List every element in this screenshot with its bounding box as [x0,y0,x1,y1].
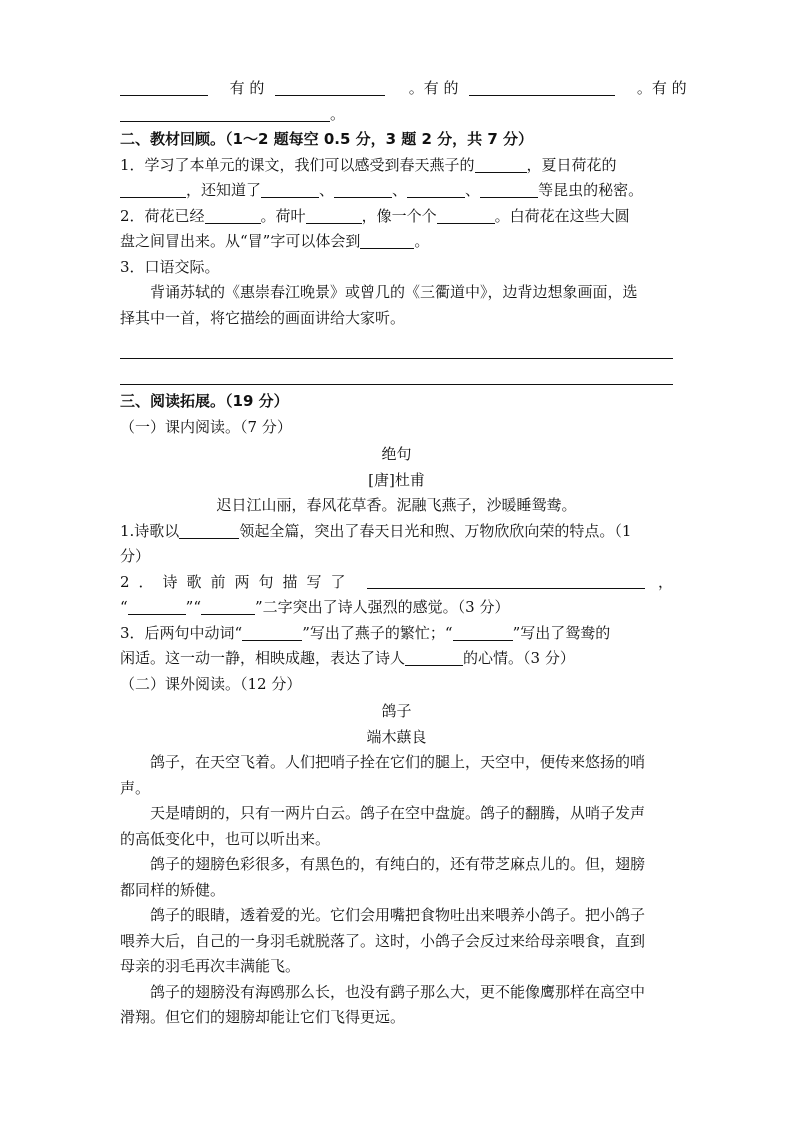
blank[interactable] [201,596,255,615]
essay-line: 的高低变化中，也可以听出来。 [120,829,331,848]
text: 。荷叶 [260,206,306,225]
r1-line-1 [120,519,673,545]
essay-line: 鸽子的翅膀没有海鸥那么长，也没有鹞子那么大，更不能像鹰那样在高空中 [150,982,646,1001]
essay-author: 端木蕻良 [366,727,427,746]
essay-line: 母亲的羽毛再次丰满能飞。 [120,957,301,975]
text: 1．学习了本单元的课文，我们可以感受到春天燕子的 [120,155,475,174]
worksheet-page [120,74,687,1031]
section-2-title: 二、教材回顾。（1～2 题每空 0.5 分，3 题 2 分，共 7 分） [120,130,534,148]
essay-line: 滑翔。但它们的翅膀却能让它们飞得更远。 [120,1008,406,1026]
essay-line: 鸽子的翅膀色彩很多，有黑色的，有纯白的，还有带芝麻点儿的。但，翅膀 [150,855,646,873]
text: ，像一个个 [361,206,437,225]
blank[interactable] [242,622,302,641]
blank[interactable] [261,179,319,198]
text: 盘之间冒出来。从“冒”字可以体会到 [120,232,361,250]
text: ”“ [185,598,202,616]
blank[interactable] [453,622,513,641]
essay-line: 声。 [120,778,151,797]
blank[interactable] [475,154,527,173]
r2-line-1 [120,570,673,596]
q1-line-2 [120,178,673,204]
q3-body-line-1: 背诵苏轼的《惠崇春江晚景》或曾几的《三衢道中》，边背边想象画面，选 [150,283,638,301]
r3-line-1 [120,621,673,647]
top-fill-row [120,76,687,102]
essay-line: 鸽子的眼睛，透着爱的光。它们会用嘴把食物吐出来喂养小鸽子。把小鸽子 [150,906,646,924]
blank[interactable] [469,77,615,96]
essay-line: 天是晴朗的，只有一两片白云。鸽子在空中盘旋。鸽子的翻腾，从哨子发声 [150,804,646,822]
text: 闲适。这一动一静，相映成趣，表达了诗人 [120,649,406,667]
blank[interactable] [205,205,261,224]
text: 。有 的 [636,79,687,97]
q1-line-1 [120,153,673,179]
text: 。白荷花在这些大圆 [494,206,630,225]
text: 2．诗歌前两句描写了 [120,572,355,591]
text: ”二字突出了诗人强烈的感觉。（3 分） [255,598,510,616]
text: 的心情。（3 分） [463,649,575,667]
blank[interactable] [360,230,414,249]
essay-title: 鸽子 [381,702,412,720]
text: 2．荷花已经 [120,206,205,225]
blank[interactable] [480,179,538,198]
r1-line-2: 分） [120,547,151,565]
section-3-title: 三、阅读拓展。（19 分） [120,392,289,410]
text: 1.诗歌以 [120,521,180,540]
r2-line-2 [120,595,673,621]
q3-body-line-2: 择其中一首，将它描绘的画面讲给大家听。 [120,308,406,327]
text: “ [120,598,128,616]
part-2-heading: （二）课外阅读。（12 分） [120,674,302,693]
text: ，还知道了 [186,181,262,199]
blank[interactable] [407,179,465,198]
text: 。有 的 [408,79,459,97]
text: 领起全篇，突出了春天日光和煦、万物欣欣向荣的特点。（1 [239,521,632,540]
text: 。 [330,104,346,123]
poem-lines: 迟日江山丽，春风花草香。泥融飞燕子，沙暖睡鸳鸯。 [216,496,577,514]
text: 、 [319,181,335,199]
text: ”写出了鸳鸯的 [512,623,611,642]
blank[interactable] [306,205,362,224]
poem-author: [唐]杜甫 [368,470,425,489]
q2-line-2 [120,229,673,255]
blank[interactable] [128,596,186,615]
top-fill-row-2 [120,102,673,128]
text: 、 [465,181,481,199]
blank[interactable] [367,570,645,589]
essay-line: 都同样的矫健。 [120,880,226,899]
blank[interactable] [179,520,239,539]
blank[interactable] [334,179,392,198]
answer-line[interactable] [120,333,673,359]
text: ，夏日荷花的 [526,155,617,174]
answer-line[interactable] [120,359,673,385]
part-1-heading: （一）课内阅读。（7 分） [120,417,292,436]
text: 。 [414,232,430,250]
essay-line: 喂养大后，自己的一身羽毛就脱落了。这时，小鸽子会反过来给母亲喂食，直到 [120,931,646,950]
text: ”写出了燕子的繁忙；“ [302,623,453,642]
q3-heading: 3．口语交际。 [120,257,220,276]
essay-line: 鸽子，在天空飞着。人们把哨子拴在它们的腿上，天空中，便传来悠扬的哨 [150,753,646,771]
blank[interactable] [437,205,495,224]
poem-title: 绝句 [381,445,412,463]
text: ， [657,572,673,591]
blank[interactable] [405,647,463,666]
text: 等昆虫的秘密。 [538,181,644,199]
blank[interactable] [275,77,385,96]
blank[interactable] [120,179,186,198]
blank[interactable] [120,103,330,122]
text: 有 的 [229,79,265,97]
text: 、 [392,181,408,199]
blank[interactable] [120,77,208,96]
text: 3．后两句中动词“ [120,623,243,642]
r3-line-2 [120,646,673,672]
q2-line-1 [120,204,673,230]
